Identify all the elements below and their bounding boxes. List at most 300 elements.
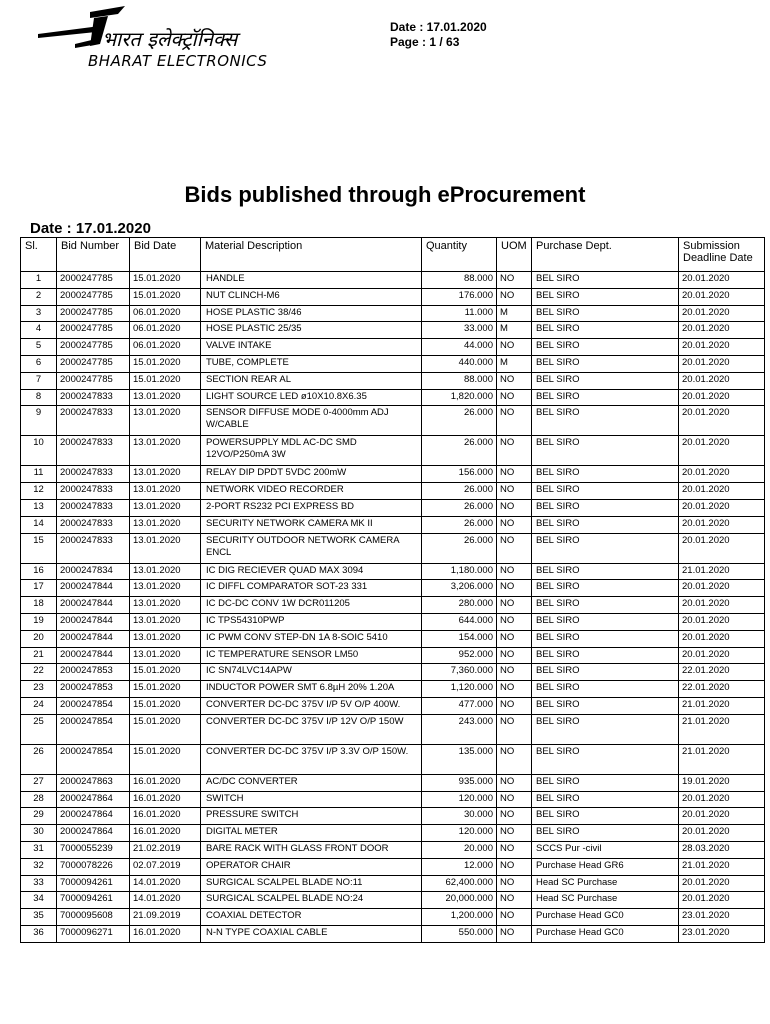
cell-material-description: INDUCTOR POWER SMT 6.8µH 20% 1.20A xyxy=(201,681,422,698)
cell-quantity: 644.000 xyxy=(422,613,497,630)
cell-bid-number: 7000055239 xyxy=(57,841,130,858)
cell-submission-deadline: 20.01.2020 xyxy=(679,597,765,614)
cell-material-description: NUT CLINCH-M6 xyxy=(201,288,422,305)
cell-bid-date: 13.01.2020 xyxy=(130,499,201,516)
cell-submission-deadline: 21.01.2020 xyxy=(679,697,765,714)
cell-bid-number: 2000247833 xyxy=(57,406,130,436)
cell-submission-deadline: 20.01.2020 xyxy=(679,436,765,466)
cell-bid-date: 13.01.2020 xyxy=(130,533,201,563)
cell-bid-date: 15.01.2020 xyxy=(130,664,201,681)
cell-material-description: BARE RACK WITH GLASS FRONT DOOR xyxy=(201,841,422,858)
cell-bid-number: 2000247864 xyxy=(57,808,130,825)
table-row xyxy=(21,681,765,698)
cell-sl: 21 xyxy=(21,647,57,664)
cell-quantity: 156.000 xyxy=(422,466,497,483)
cell-bid-number: 7000078226 xyxy=(57,858,130,875)
cell-uom: NO xyxy=(497,533,532,563)
table-row xyxy=(21,597,765,614)
cell-material-description: IC DIFFL COMPARATOR SOT-23 331 xyxy=(201,580,422,597)
table-row xyxy=(21,841,765,858)
cell-quantity: 477.000 xyxy=(422,697,497,714)
cell-material-description: AC/DC CONVERTER xyxy=(201,774,422,791)
cell-material-description: POWERSUPPLY MDL AC-DC SMD 12VO/P250mA 3W xyxy=(201,436,422,466)
cell-bid-number: 2000247833 xyxy=(57,436,130,466)
cell-bid-date: 16.01.2020 xyxy=(130,825,201,842)
cell-purchase-dept: BEL SIRO xyxy=(532,630,679,647)
cell-purchase-dept: BEL SIRO xyxy=(532,597,679,614)
logo-hindi-text: भारत इलेक्ट्रॉनिक्स xyxy=(102,27,238,51)
cell-material-description: HANDLE xyxy=(201,272,422,289)
cell-purchase-dept: Head SC Purchase xyxy=(532,875,679,892)
cell-uom: NO xyxy=(497,389,532,406)
cell-material-description: CONVERTER DC-DC 375V I/P 5V O/P 400W. xyxy=(201,697,422,714)
cell-uom: NO xyxy=(497,791,532,808)
cell-submission-deadline: 23.01.2020 xyxy=(679,925,765,942)
cell-material-description: SECTION REAR AL xyxy=(201,372,422,389)
cell-bid-date: 21.02.2019 xyxy=(130,841,201,858)
cell-submission-deadline: 20.01.2020 xyxy=(679,580,765,597)
cell-bid-number: 2000247833 xyxy=(57,483,130,500)
col-header-material-description: Material Description xyxy=(201,238,422,272)
cell-bid-number: 2000247785 xyxy=(57,322,130,339)
table-body xyxy=(21,272,765,943)
cell-material-description: IC PWM CONV STEP-DN 1A 8-SOIC 5410 xyxy=(201,630,422,647)
cell-bid-number: 7000096271 xyxy=(57,925,130,942)
cell-sl: 2 xyxy=(21,288,57,305)
cell-bid-number: 2000247863 xyxy=(57,774,130,791)
table-row xyxy=(21,533,765,563)
cell-purchase-dept: Purchase Head GC0 xyxy=(532,925,679,942)
cell-uom: NO xyxy=(497,664,532,681)
cell-purchase-dept: BEL SIRO xyxy=(532,305,679,322)
cell-bid-number: 2000247833 xyxy=(57,516,130,533)
cell-purchase-dept: BEL SIRO xyxy=(532,339,679,356)
cell-uom: NO xyxy=(497,483,532,500)
cell-uom: NO xyxy=(497,339,532,356)
cell-purchase-dept: BEL SIRO xyxy=(532,406,679,436)
cell-purchase-dept: BEL SIRO xyxy=(532,436,679,466)
cell-material-description: SENSOR DIFFUSE MODE 0-4000mm ADJ W/CABLE xyxy=(201,406,422,436)
cell-bid-date: 13.01.2020 xyxy=(130,630,201,647)
cell-submission-deadline: 20.01.2020 xyxy=(679,322,765,339)
cell-sl: 14 xyxy=(21,516,57,533)
table-row xyxy=(21,288,765,305)
cell-bid-number: 2000247785 xyxy=(57,272,130,289)
cell-bid-date: 15.01.2020 xyxy=(130,714,201,744)
cell-sl: 26 xyxy=(21,744,57,774)
cell-quantity: 26.000 xyxy=(422,436,497,466)
cell-quantity: 20.000 xyxy=(422,841,497,858)
table-row xyxy=(21,774,765,791)
cell-sl: 24 xyxy=(21,697,57,714)
cell-purchase-dept: BEL SIRO xyxy=(532,825,679,842)
cell-quantity: 135.000 xyxy=(422,744,497,774)
cell-uom: NO xyxy=(497,744,532,774)
cell-purchase-dept: BEL SIRO xyxy=(532,466,679,483)
cell-sl: 7 xyxy=(21,372,57,389)
cell-sl: 22 xyxy=(21,664,57,681)
cell-bid-number: 2000247833 xyxy=(57,533,130,563)
cell-submission-deadline: 20.01.2020 xyxy=(679,499,765,516)
cell-quantity: 88.000 xyxy=(422,272,497,289)
cell-quantity: 243.000 xyxy=(422,714,497,744)
cell-uom: M xyxy=(497,305,532,322)
cell-sl: 28 xyxy=(21,791,57,808)
cell-bid-number: 2000247864 xyxy=(57,791,130,808)
table-row xyxy=(21,808,765,825)
cell-material-description: IC TPS54310PWP xyxy=(201,613,422,630)
cell-uom: NO xyxy=(497,875,532,892)
cell-bid-date: 13.01.2020 xyxy=(130,466,201,483)
cell-purchase-dept: BEL SIRO xyxy=(532,389,679,406)
cell-purchase-dept: BEL SIRO xyxy=(532,322,679,339)
cell-uom: NO xyxy=(497,681,532,698)
cell-bid-date: 15.01.2020 xyxy=(130,288,201,305)
table-row xyxy=(21,355,765,372)
cell-bid-date: 15.01.2020 xyxy=(130,355,201,372)
cell-bid-number: 2000247834 xyxy=(57,563,130,580)
cell-submission-deadline: 20.01.2020 xyxy=(679,892,765,909)
table-row xyxy=(21,875,765,892)
cell-bid-date: 16.01.2020 xyxy=(130,808,201,825)
cell-uom: NO xyxy=(497,516,532,533)
cell-bid-date: 13.01.2020 xyxy=(130,436,201,466)
cell-purchase-dept: BEL SIRO xyxy=(532,808,679,825)
cell-uom: NO xyxy=(497,841,532,858)
cell-submission-deadline: 20.01.2020 xyxy=(679,483,765,500)
cell-bid-date: 15.01.2020 xyxy=(130,744,201,774)
cell-material-description: CONVERTER DC-DC 375V I/P 3.3V O/P 150W. xyxy=(201,744,422,774)
cell-material-description: DIGITAL METER xyxy=(201,825,422,842)
cell-sl: 29 xyxy=(21,808,57,825)
cell-sl: 27 xyxy=(21,774,57,791)
cell-bid-date: 13.01.2020 xyxy=(130,647,201,664)
cell-uom: NO xyxy=(497,372,532,389)
col-header-sl: Sl. xyxy=(21,238,57,272)
cell-bid-number: 2000247844 xyxy=(57,613,130,630)
cell-bid-number: 7000094261 xyxy=(57,875,130,892)
cell-quantity: 11.000 xyxy=(422,305,497,322)
cell-quantity: 62,400.000 xyxy=(422,875,497,892)
cell-bid-number: 7000094261 xyxy=(57,892,130,909)
cell-uom: M xyxy=(497,322,532,339)
table-row xyxy=(21,714,765,744)
cell-quantity: 952.000 xyxy=(422,647,497,664)
table-row xyxy=(21,389,765,406)
cell-bid-number: 2000247844 xyxy=(57,630,130,647)
table-row xyxy=(21,744,765,774)
cell-bid-number: 2000247864 xyxy=(57,825,130,842)
cell-bid-date: 13.01.2020 xyxy=(130,563,201,580)
cell-submission-deadline: 20.01.2020 xyxy=(679,647,765,664)
cell-submission-deadline: 21.01.2020 xyxy=(679,858,765,875)
table-row xyxy=(21,406,765,436)
table-row xyxy=(21,925,765,942)
cell-bid-date: 15.01.2020 xyxy=(130,697,201,714)
cell-bid-date: 21.09.2019 xyxy=(130,909,201,926)
cell-uom: NO xyxy=(497,613,532,630)
cell-bid-number: 2000247854 xyxy=(57,714,130,744)
cell-purchase-dept: BEL SIRO xyxy=(532,647,679,664)
cell-purchase-dept: BEL SIRO xyxy=(532,483,679,500)
col-header-uom: UOM xyxy=(497,238,532,272)
cell-purchase-dept: Purchase Head GR6 xyxy=(532,858,679,875)
table-row xyxy=(21,322,765,339)
table-row xyxy=(21,613,765,630)
cell-bid-date: 13.01.2020 xyxy=(130,613,201,630)
header-meta xyxy=(390,20,487,50)
cell-quantity: 12.000 xyxy=(422,858,497,875)
table-row xyxy=(21,305,765,322)
table-row xyxy=(21,825,765,842)
cell-material-description: 2-PORT RS232 PCI EXPRESS BD xyxy=(201,499,422,516)
logo-english-text: BHARAT ELECTRONICS xyxy=(88,52,268,70)
table-row xyxy=(21,909,765,926)
cell-bid-date: 15.01.2020 xyxy=(130,681,201,698)
cell-sl: 13 xyxy=(21,499,57,516)
cell-submission-deadline: 19.01.2020 xyxy=(679,774,765,791)
cell-sl: 9 xyxy=(21,406,57,436)
cell-material-description: IC SN74LVC14APW xyxy=(201,664,422,681)
cell-material-description: HOSE PLASTIC 38/46 xyxy=(201,305,422,322)
cell-bid-number: 2000247785 xyxy=(57,288,130,305)
report-date: Date : 17.01.2020 xyxy=(30,220,151,237)
cell-uom: M xyxy=(497,355,532,372)
cell-purchase-dept: BEL SIRO xyxy=(532,744,679,774)
cell-submission-deadline: 20.01.2020 xyxy=(679,516,765,533)
cell-material-description: N-N TYPE COAXIAL CABLE xyxy=(201,925,422,942)
cell-bid-number: 2000247785 xyxy=(57,339,130,356)
table-row xyxy=(21,483,765,500)
cell-sl: 34 xyxy=(21,892,57,909)
cell-purchase-dept: BEL SIRO xyxy=(532,372,679,389)
table-row xyxy=(21,791,765,808)
header-date: Date : 17.01.2020 xyxy=(390,20,487,34)
cell-bid-date: 14.01.2020 xyxy=(130,875,201,892)
cell-bid-number: 2000247853 xyxy=(57,681,130,698)
cell-purchase-dept: BEL SIRO xyxy=(532,516,679,533)
cell-material-description: IC TEMPERATURE SENSOR LM50 xyxy=(201,647,422,664)
cell-uom: NO xyxy=(497,406,532,436)
bharat-electronics-logo xyxy=(30,4,340,70)
cell-sl: 36 xyxy=(21,925,57,942)
cell-bid-date: 13.01.2020 xyxy=(130,406,201,436)
cell-quantity: 120.000 xyxy=(422,791,497,808)
cell-uom: NO xyxy=(497,909,532,926)
cell-uom: NO xyxy=(497,697,532,714)
cell-sl: 6 xyxy=(21,355,57,372)
cell-submission-deadline: 20.01.2020 xyxy=(679,288,765,305)
cell-bid-number: 2000247854 xyxy=(57,744,130,774)
cell-quantity: 120.000 xyxy=(422,825,497,842)
cell-material-description: OPERATOR CHAIR xyxy=(201,858,422,875)
cell-bid-date: 06.01.2020 xyxy=(130,339,201,356)
cell-material-description: RELAY DIP DPDT 5VDC 200mW xyxy=(201,466,422,483)
table-row xyxy=(21,466,765,483)
cell-submission-deadline: 23.01.2020 xyxy=(679,909,765,926)
col-header-bid-date: Bid Date xyxy=(130,238,201,272)
table-row xyxy=(21,697,765,714)
cell-purchase-dept: BEL SIRO xyxy=(532,697,679,714)
cell-sl: 3 xyxy=(21,305,57,322)
cell-uom: NO xyxy=(497,647,532,664)
cell-quantity: 26.000 xyxy=(422,533,497,563)
cell-sl: 4 xyxy=(21,322,57,339)
cell-sl: 8 xyxy=(21,389,57,406)
cell-purchase-dept: BEL SIRO xyxy=(532,774,679,791)
cell-material-description: SWITCH xyxy=(201,791,422,808)
cell-material-description: COAXIAL DETECTOR xyxy=(201,909,422,926)
cell-sl: 23 xyxy=(21,681,57,698)
cell-material-description: TUBE, COMPLETE xyxy=(201,355,422,372)
cell-submission-deadline: 20.01.2020 xyxy=(679,825,765,842)
bids-table xyxy=(20,237,765,943)
cell-bid-date: 06.01.2020 xyxy=(130,305,201,322)
cell-uom: NO xyxy=(497,288,532,305)
cell-quantity: 1,820.000 xyxy=(422,389,497,406)
cell-uom: NO xyxy=(497,580,532,597)
table-row xyxy=(21,436,765,466)
cell-quantity: 1,120.000 xyxy=(422,681,497,698)
cell-bid-date: 16.01.2020 xyxy=(130,774,201,791)
cell-sl: 32 xyxy=(21,858,57,875)
cell-quantity: 88.000 xyxy=(422,372,497,389)
cell-submission-deadline: 20.01.2020 xyxy=(679,875,765,892)
cell-bid-date: 13.01.2020 xyxy=(130,389,201,406)
cell-submission-deadline: 20.01.2020 xyxy=(679,355,765,372)
cell-submission-deadline: 28.03.2020 xyxy=(679,841,765,858)
table-row xyxy=(21,339,765,356)
table-row xyxy=(21,858,765,875)
cell-quantity: 3,206.000 xyxy=(422,580,497,597)
cell-bid-date: 15.01.2020 xyxy=(130,272,201,289)
cell-bid-number: 2000247844 xyxy=(57,647,130,664)
cell-bid-date: 02.07.2019 xyxy=(130,858,201,875)
cell-sl: 12 xyxy=(21,483,57,500)
cell-material-description: SURGICAL SCALPEL BLADE NO:24 xyxy=(201,892,422,909)
cell-material-description: IC DC-DC CONV 1W DCR011205 xyxy=(201,597,422,614)
cell-bid-date: 13.01.2020 xyxy=(130,580,201,597)
cell-bid-number: 2000247833 xyxy=(57,389,130,406)
cell-sl: 25 xyxy=(21,714,57,744)
cell-quantity: 935.000 xyxy=(422,774,497,791)
cell-submission-deadline: 20.01.2020 xyxy=(679,533,765,563)
cell-bid-date: 13.01.2020 xyxy=(130,597,201,614)
page-title: Bids published through eProcurement xyxy=(184,182,586,207)
cell-quantity: 26.000 xyxy=(422,406,497,436)
table-row xyxy=(21,647,765,664)
cell-quantity: 176.000 xyxy=(422,288,497,305)
cell-quantity: 26.000 xyxy=(422,483,497,500)
cell-material-description: NETWORK VIDEO RECORDER xyxy=(201,483,422,500)
cell-sl: 30 xyxy=(21,825,57,842)
cell-quantity: 1,180.000 xyxy=(422,563,497,580)
col-header-quantity: Quantity xyxy=(422,238,497,272)
cell-sl: 16 xyxy=(21,563,57,580)
cell-sl: 35 xyxy=(21,909,57,926)
cell-uom: NO xyxy=(497,714,532,744)
cell-bid-number: 2000247844 xyxy=(57,597,130,614)
cell-purchase-dept: BEL SIRO xyxy=(532,664,679,681)
cell-submission-deadline: 21.01.2020 xyxy=(679,744,765,774)
cell-uom: NO xyxy=(497,774,532,791)
cell-bid-date: 15.01.2020 xyxy=(130,372,201,389)
cell-submission-deadline: 21.01.2020 xyxy=(679,714,765,744)
cell-quantity: 440.000 xyxy=(422,355,497,372)
cell-bid-number: 2000247833 xyxy=(57,466,130,483)
cell-quantity: 20,000.000 xyxy=(422,892,497,909)
table-row xyxy=(21,372,765,389)
table-row xyxy=(21,630,765,647)
cell-material-description: HOSE PLASTIC 25/35 xyxy=(201,322,422,339)
cell-submission-deadline: 20.01.2020 xyxy=(679,791,765,808)
cell-purchase-dept: BEL SIRO xyxy=(532,613,679,630)
cell-purchase-dept: BEL SIRO xyxy=(532,272,679,289)
col-header-bid-number: Bid Number xyxy=(57,238,130,272)
cell-uom: NO xyxy=(497,630,532,647)
cell-submission-deadline: 20.01.2020 xyxy=(679,406,765,436)
cell-submission-deadline: 20.01.2020 xyxy=(679,339,765,356)
cell-uom: NO xyxy=(497,436,532,466)
table-row xyxy=(21,664,765,681)
cell-purchase-dept: Purchase Head GC0 xyxy=(532,909,679,926)
cell-material-description: SURGICAL SCALPEL BLADE NO:11 xyxy=(201,875,422,892)
header-page: Page : 1 / 63 xyxy=(390,35,460,49)
cell-material-description: SECURITY OUTDOOR NETWORK CAMERA ENCL xyxy=(201,533,422,563)
table-header-row xyxy=(21,238,765,272)
col-header-submission-deadline: Submission Deadline Date xyxy=(679,238,765,272)
cell-purchase-dept: BEL SIRO xyxy=(532,580,679,597)
cell-bid-number: 2000247853 xyxy=(57,664,130,681)
cell-bid-number: 2000247854 xyxy=(57,697,130,714)
cell-bid-date: 13.01.2020 xyxy=(130,516,201,533)
cell-quantity: 154.000 xyxy=(422,630,497,647)
cell-submission-deadline: 21.01.2020 xyxy=(679,563,765,580)
cell-sl: 20 xyxy=(21,630,57,647)
cell-purchase-dept: BEL SIRO xyxy=(532,563,679,580)
cell-bid-date: 14.01.2020 xyxy=(130,892,201,909)
cell-uom: NO xyxy=(497,466,532,483)
cell-uom: NO xyxy=(497,272,532,289)
cell-sl: 17 xyxy=(21,580,57,597)
cell-bid-date: 06.01.2020 xyxy=(130,322,201,339)
cell-purchase-dept: BEL SIRO xyxy=(532,714,679,744)
cell-sl: 10 xyxy=(21,436,57,466)
cell-uom: NO xyxy=(497,892,532,909)
cell-sl: 31 xyxy=(21,841,57,858)
cell-submission-deadline: 20.01.2020 xyxy=(679,372,765,389)
table-row xyxy=(21,892,765,909)
cell-bid-date: 16.01.2020 xyxy=(130,925,201,942)
cell-bid-date: 13.01.2020 xyxy=(130,483,201,500)
cell-uom: NO xyxy=(497,825,532,842)
cell-uom: NO xyxy=(497,499,532,516)
cell-material-description: VALVE INTAKE xyxy=(201,339,422,356)
cell-bid-number: 7000095608 xyxy=(57,909,130,926)
cell-quantity: 1,200.000 xyxy=(422,909,497,926)
cell-bid-date: 16.01.2020 xyxy=(130,791,201,808)
cell-material-description: IC DIG RECIEVER QUAD MAX 3094 xyxy=(201,563,422,580)
col-header-purchase-dept: Purchase Dept. xyxy=(532,238,679,272)
cell-purchase-dept: BEL SIRO xyxy=(532,355,679,372)
cell-uom: NO xyxy=(497,808,532,825)
cell-material-description: SECURITY NETWORK CAMERA MK II xyxy=(201,516,422,533)
cell-bid-number: 2000247785 xyxy=(57,372,130,389)
cell-bid-number: 2000247785 xyxy=(57,355,130,372)
cell-bid-number: 2000247785 xyxy=(57,305,130,322)
cell-quantity: 280.000 xyxy=(422,597,497,614)
cell-material-description: CONVERTER DC-DC 375V I/P 12V O/P 150W xyxy=(201,714,422,744)
